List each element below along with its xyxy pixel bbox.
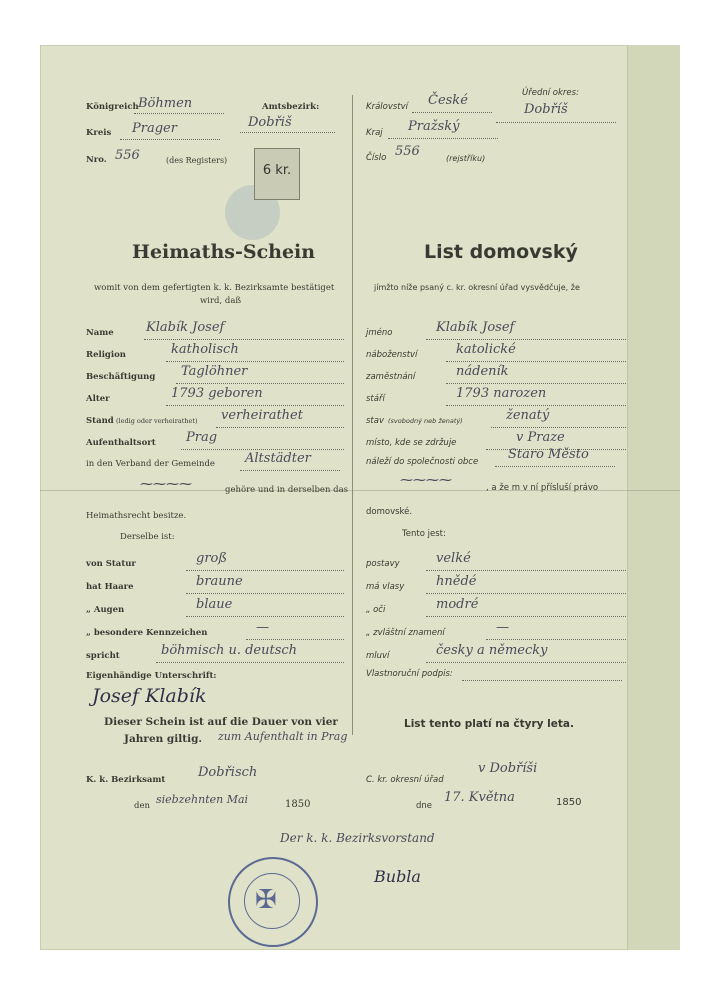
cz-row-line xyxy=(426,338,626,340)
cz-row-name xyxy=(366,320,626,342)
cz-number-label: Číslo xyxy=(366,153,387,163)
cz-desc-row xyxy=(366,619,626,642)
cz-date-value: 17. Května xyxy=(444,790,515,805)
cz-date-prefix: dne xyxy=(416,801,433,811)
de-number-value: 556 xyxy=(115,148,140,163)
de-verband-value: Altstädter xyxy=(245,451,311,466)
cz-row-value: 1793 narozen xyxy=(456,386,547,401)
de-district-label: Amtsbezirk: xyxy=(262,102,320,112)
de-row-label: Beschäftigung xyxy=(86,372,156,382)
cz-signature-line xyxy=(462,679,622,681)
de-row-line xyxy=(216,426,344,428)
de-number-note: (des Registers) xyxy=(166,156,228,165)
cz-desc-value: modré xyxy=(436,597,479,612)
de-district-line xyxy=(240,131,335,133)
de-row-label: Name xyxy=(86,328,114,338)
de-desc-row xyxy=(86,596,346,619)
cz-row-status xyxy=(366,408,626,430)
de-row-label: Religion xyxy=(86,350,126,360)
cz-office-value: v Dobříši xyxy=(478,761,538,776)
folded-edge xyxy=(627,45,680,950)
official-seal xyxy=(228,857,318,947)
cz-description-list xyxy=(366,550,626,665)
revenue-stamp: 6 kr. xyxy=(254,148,300,200)
de-verband-line xyxy=(240,469,340,471)
de-desc-label: von Statur xyxy=(86,559,136,569)
de-row-value: Klabík Josef xyxy=(146,320,225,335)
center-divider xyxy=(352,95,353,735)
cz-desc-label: mluví xyxy=(366,651,390,661)
de-row-status xyxy=(86,408,346,430)
document-sheet xyxy=(40,45,680,950)
cz-row-value: katolické xyxy=(456,342,516,357)
de-description-list xyxy=(86,550,346,665)
cz-region-line xyxy=(388,137,498,139)
cz-row-value: v Praze xyxy=(516,430,565,445)
cz-office-label: C. kr. okresní úřad xyxy=(366,775,444,785)
cz-intro: jímžto níže psaný c. kr. okresní úřad vysvědčuje, že xyxy=(374,283,580,292)
de-desc-value: braune xyxy=(196,574,243,589)
de-heimatrecht-text: Heimathsrecht besitze. xyxy=(86,511,187,521)
cz-desc-label: postavy xyxy=(366,559,400,569)
de-year: 1850 xyxy=(285,799,311,810)
de-desc-row xyxy=(86,573,346,596)
cz-row-religion xyxy=(366,342,626,364)
cz-pravo-text: , a že m v ní přísluší právo xyxy=(486,483,599,493)
de-desc-label: spricht xyxy=(86,651,120,661)
de-desc-label: „ besondere Kennzeichen xyxy=(86,628,208,638)
de-row-label: Aufenthaltsort xyxy=(86,438,156,448)
double-eagle-icon: ✠ xyxy=(255,885,277,915)
de-desc-line xyxy=(246,638,344,640)
de-row-name xyxy=(86,320,346,342)
de-validity-1: Dieser Schein ist auf die Dauer von vier xyxy=(104,716,338,728)
de-intro-1: womit von dem gefertigten k. k. Bezirksamte bestätiget xyxy=(94,283,335,293)
de-desc-value: böhmisch u. deutsch xyxy=(161,643,298,658)
cz-desc-label: „ zvláštní znamení xyxy=(366,628,445,638)
de-district-value: Dobřiš xyxy=(248,115,292,130)
cz-desc-row xyxy=(366,550,626,573)
cz-desc-row xyxy=(366,642,626,665)
cz-region-label: Kraj xyxy=(366,128,383,138)
de-holder-signature: Josef Klabík xyxy=(92,685,207,707)
cz-swung-dash: ⁓⁓⁓⁓ xyxy=(400,473,452,488)
cz-row-age xyxy=(366,386,626,408)
cz-desc-value: hnědé xyxy=(436,574,477,589)
de-row-value: 1793 geboren xyxy=(171,386,263,401)
cz-desc-line xyxy=(426,615,626,617)
de-desc-line xyxy=(156,661,344,663)
de-office-label: K. k. Bezirksamt xyxy=(86,775,166,785)
cz-row-value: Klabík Josef xyxy=(436,320,515,335)
de-desc-value: groß xyxy=(196,551,228,566)
de-row-value: katholisch xyxy=(171,342,239,357)
de-derselbe: Derselbe ist: xyxy=(120,532,175,542)
de-row-line xyxy=(166,404,344,406)
de-number-label: Nro. xyxy=(86,155,107,165)
cz-row-line xyxy=(491,426,626,428)
cz-number-value: 556 xyxy=(395,144,420,159)
de-swung-dash: ⁓⁓⁓⁓ xyxy=(140,477,192,492)
cz-kingdom-line xyxy=(412,111,492,113)
de-region-value: Prager xyxy=(132,121,177,136)
de-date-value: siebzehnten Mai xyxy=(156,793,249,806)
de-validity-2: Jahren giltig. xyxy=(124,733,203,745)
de-row-line xyxy=(144,338,344,340)
cz-kingdom-label: Království xyxy=(366,102,409,112)
cz-validity: List tento platí na čtyry leta. xyxy=(404,718,574,730)
de-kingdom-value: Böhmen xyxy=(138,96,193,111)
de-desc-row xyxy=(86,550,346,573)
cz-row-label: stav xyxy=(366,416,385,426)
cz-desc-value: velké xyxy=(436,551,471,566)
de-title: Heimaths-Schein xyxy=(132,241,316,263)
de-row-value: verheirathet xyxy=(221,408,303,423)
de-desc-value: — xyxy=(256,620,269,635)
de-row-value: Taglöhner xyxy=(181,364,248,379)
cz-kingdom-value: České xyxy=(428,93,468,108)
cz-desc-row xyxy=(366,596,626,619)
de-row-line xyxy=(176,382,344,384)
de-row-value: Prag xyxy=(186,430,218,445)
cz-row-label: náboženství xyxy=(366,350,418,360)
cz-obec-line xyxy=(495,465,615,467)
cz-district-label: Úřední okres: xyxy=(522,88,579,98)
cz-district-line xyxy=(496,121,616,123)
de-kingdom-label: Königreich xyxy=(86,102,139,112)
cz-desc-line xyxy=(426,592,626,594)
cz-year: 1850 xyxy=(556,797,582,808)
de-row-age xyxy=(86,386,346,408)
de-desc-label: „ Augen xyxy=(86,605,125,615)
de-desc-line xyxy=(186,569,344,571)
de-verband-text: in den Verband der Gemeinde xyxy=(86,459,215,469)
de-row-note: (ledig oder verheirathet) xyxy=(116,417,198,425)
cz-row-value: nádeník xyxy=(456,364,509,379)
cz-desc-label: „ oči xyxy=(366,605,386,615)
de-row-label: Stand xyxy=(86,416,114,426)
de-kingdom-line xyxy=(134,112,224,114)
cz-desc-value: — xyxy=(496,620,509,635)
de-row-line xyxy=(181,448,344,450)
cz-domovske: domovské. xyxy=(366,507,413,517)
cz-desc-value: česky a německy xyxy=(436,643,548,658)
cz-signature-label: Vlastnoruční podpis: xyxy=(366,669,453,679)
cz-region-value: Pražský xyxy=(408,119,460,134)
cz-row-label: stáří xyxy=(366,394,385,404)
de-row-occupation xyxy=(86,364,346,386)
cz-title: List domovský xyxy=(424,241,578,263)
de-desc-label: hat Haare xyxy=(86,582,134,592)
de-validity-note: zum Aufenthalt in Prag xyxy=(218,730,348,743)
cz-number-note: (rejstříku) xyxy=(446,154,486,163)
de-date-prefix: den xyxy=(134,801,150,811)
cz-row-line xyxy=(446,360,626,362)
de-signature-label: Eigenhändige Unterschrift: xyxy=(86,671,217,681)
cz-field-list xyxy=(366,320,626,452)
de-desc-value: blaue xyxy=(196,597,233,612)
cz-row-occupation xyxy=(366,364,626,386)
de-row-label: Alter xyxy=(86,394,110,404)
de-desc-line xyxy=(186,615,344,617)
cz-district-value: Dobříš xyxy=(524,102,568,117)
cz-desc-line xyxy=(486,638,626,640)
de-region-line xyxy=(120,138,220,140)
cz-desc-line xyxy=(426,661,626,663)
de-intro-2: wird, daß xyxy=(200,296,242,306)
cz-row-value: ženatý xyxy=(506,408,550,423)
de-row-residence xyxy=(86,430,346,452)
de-region-label: Kreis xyxy=(86,128,112,138)
de-desc-row xyxy=(86,642,346,665)
cz-desc-line xyxy=(426,569,626,571)
footer-note: Der k. k. Bezirksvorstand xyxy=(280,831,435,845)
de-desc-row xyxy=(86,619,346,642)
de-row-line xyxy=(166,360,344,362)
de-office-value: Dobřisch xyxy=(198,765,258,780)
cz-row-label: jméno xyxy=(366,328,393,338)
de-gehoere-text: gehöre und in derselben das xyxy=(225,485,349,495)
de-row-religion xyxy=(86,342,346,364)
cz-desc-row xyxy=(366,573,626,596)
cz-obec-text: náleží do společnosti obce xyxy=(366,457,479,467)
official-signature: Bubla xyxy=(374,867,421,886)
cz-row-label: místo, kde se zdržuje xyxy=(366,438,457,448)
cz-row-line xyxy=(446,382,626,384)
de-field-list xyxy=(86,320,346,452)
cz-row-label: zaměstnání xyxy=(366,372,416,382)
cz-desc-label: má vlasy xyxy=(366,582,405,592)
cz-row-note: (svobodný neb ženatý) xyxy=(388,417,463,425)
de-desc-line xyxy=(186,592,344,594)
cz-obec-value: Staro Město xyxy=(508,447,589,462)
cz-row-line xyxy=(446,404,626,406)
cz-tento: Tento jest: xyxy=(402,529,446,539)
